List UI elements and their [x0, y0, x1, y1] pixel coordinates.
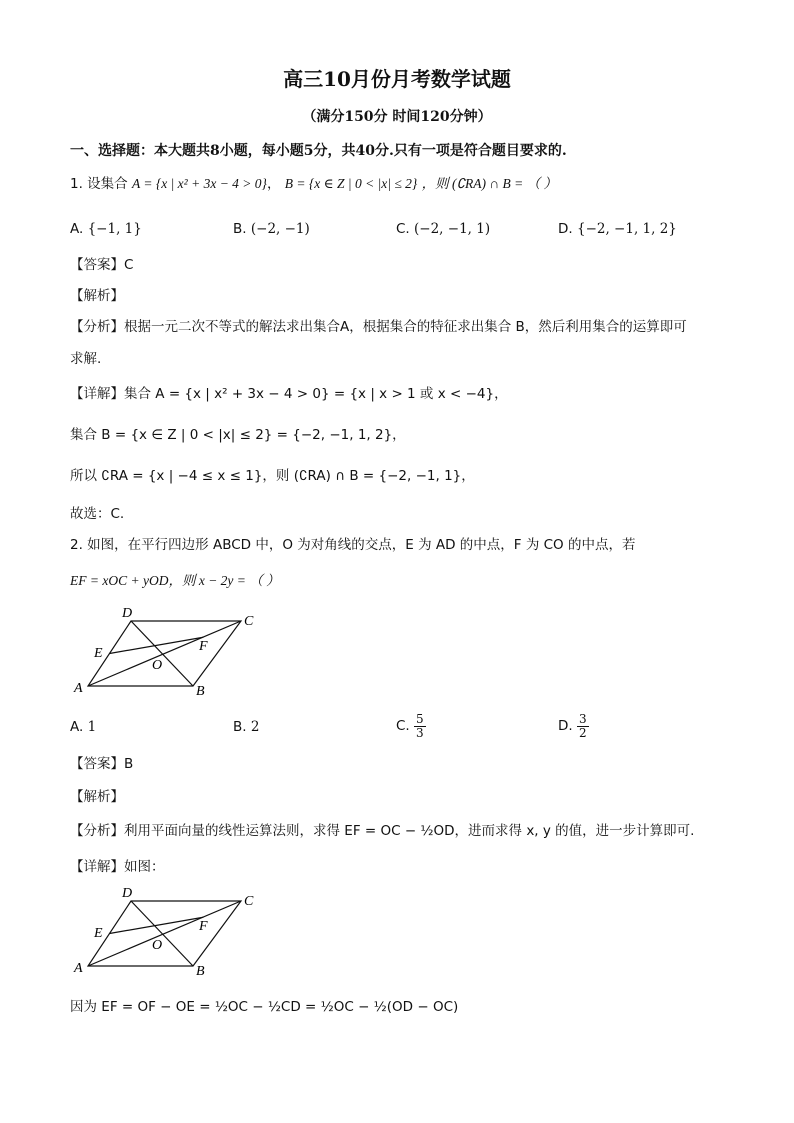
q1-set-b: B = {x ∈ Z | 0 < |x| ≤ 2} [284, 176, 418, 191]
label-f: F [199, 919, 208, 934]
label-f: F [199, 639, 208, 654]
option-value: (−2, −1) [250, 221, 310, 237]
label-b: B [196, 964, 205, 979]
option-value: (−2, −1, 1) [414, 221, 491, 237]
q2-detail-label: 【详解】如图： [70, 859, 165, 875]
fraction-numerator: 5 [416, 712, 424, 726]
q2-answer: 【答案】B [70, 756, 134, 772]
q1-analysis-line1: 【分析】根据一元二次不等式的解法求出集合A，根据集合的特征求出集合 B，然后利用集合的运算即可 [70, 319, 687, 335]
fraction-denominator: 3 [416, 726, 424, 740]
label-e: E [94, 646, 103, 661]
label-d: D [122, 886, 133, 901]
q1-conclusion: 故选：C. [70, 506, 125, 522]
q2-option-d [558, 709, 589, 743]
q1-option-d [558, 220, 677, 238]
q2-stem-2: EF = xOC + yOD，则 x − 2y = （ ） [70, 573, 280, 588]
option-label: D. [558, 221, 573, 237]
page-subtitle: （满分150分 时间120分钟） [302, 109, 492, 125]
label-e: E [94, 926, 103, 941]
option-label: B. [233, 719, 247, 735]
label-o: O [152, 938, 163, 953]
diagonal-bd [131, 621, 193, 686]
q1-analysis-line2: 求解. [70, 351, 102, 367]
q1-option-b [233, 220, 310, 238]
parallelogram-figure [70, 605, 270, 700]
q2-because: 因为 EF = OF − OE = ½OC − ½CD = ½OC − ½(OD − OC) [70, 999, 459, 1015]
option-value: 2 [250, 719, 260, 735]
segment-ef [110, 637, 204, 653]
option-label: D. [558, 718, 573, 734]
label-c: C [244, 894, 254, 909]
q1-detail-1: 【详解】集合 A = {x | x² + 3x − 4 > 0} = {x | x > 1 或 x < −4}， [70, 386, 508, 402]
section-heading: 一、选择题：本大题共8小题，每小题5分，共40分.只有一项是符合题目要求的. [70, 143, 567, 159]
q2-option-b [233, 718, 259, 736]
label-d: D [122, 606, 133, 621]
fraction-numerator: 3 [578, 712, 587, 726]
diagonal-bd [131, 901, 193, 966]
q1-detail-2: 集合 B = {x ∈ Z | 0 < |x| ≤ 2} = {−2, −1, 1, 2}， [70, 427, 406, 443]
fraction [414, 713, 426, 740]
label-o: O [152, 658, 163, 673]
label-b: B [196, 684, 205, 699]
option-label: C. [396, 221, 410, 237]
option-label: A. [70, 221, 84, 237]
q2-stem-1: 2. 如图，在平行四边形 ABCD 中，O 为对角线的交点，E 为 AD 的中点，F 为 CO 的中点，若 [70, 537, 636, 553]
fraction-denominator: 2 [578, 726, 587, 740]
q2-option-c [396, 709, 426, 743]
label-a: A [74, 961, 83, 976]
q1-analysis-label: 【解析】 [70, 288, 124, 304]
q1-stem: 1. 设集合 A = {x | x² + 3x − 4 > 0}， B = {x ∈ Z | 0 < |x| ≤ 2} ，则 (∁RA) ∩ B = （ ） [70, 176, 558, 192]
q1-ask: ，则 (∁RA) ∩ B = （ ） [421, 176, 558, 191]
option-value: 1 [87, 719, 97, 735]
segment-ef [110, 917, 204, 933]
option-label: C. [396, 718, 410, 734]
option-label: B. [233, 221, 247, 237]
q2-option-a [70, 718, 96, 736]
q1-option-a [70, 220, 142, 238]
q1-option-c [396, 220, 490, 238]
parallelogram-figure-2 [70, 885, 270, 980]
option-label: A. [70, 719, 84, 735]
fraction [577, 713, 589, 740]
q1-stem-prefix: 1. 设集合 [70, 176, 128, 192]
label-c: C [244, 614, 254, 629]
q1-detail-3: 所以 ∁RA = {x | −4 ≤ x ≤ 1}，则 (∁RA) ∩ B = {−2, −1, 1}， [70, 468, 475, 484]
q2-analysis: 【分析】利用平面向量的线性运算法则，求得 EF = OC − ½OD，进而求得 x, y 的值，进一步计算即可. [70, 823, 695, 839]
page-title: 高三10月份月考数学试题 [283, 67, 511, 91]
option-value: {−2, −1, 1, 2} [576, 221, 677, 237]
q2-analysis-label: 【解析】 [70, 789, 124, 805]
q1-set-a: A = {x | x² + 3x − 4 > 0} [131, 176, 267, 191]
label-a: A [74, 681, 83, 696]
q1-answer: 【答案】C [70, 257, 134, 273]
option-value: {−1, 1} [87, 221, 142, 237]
